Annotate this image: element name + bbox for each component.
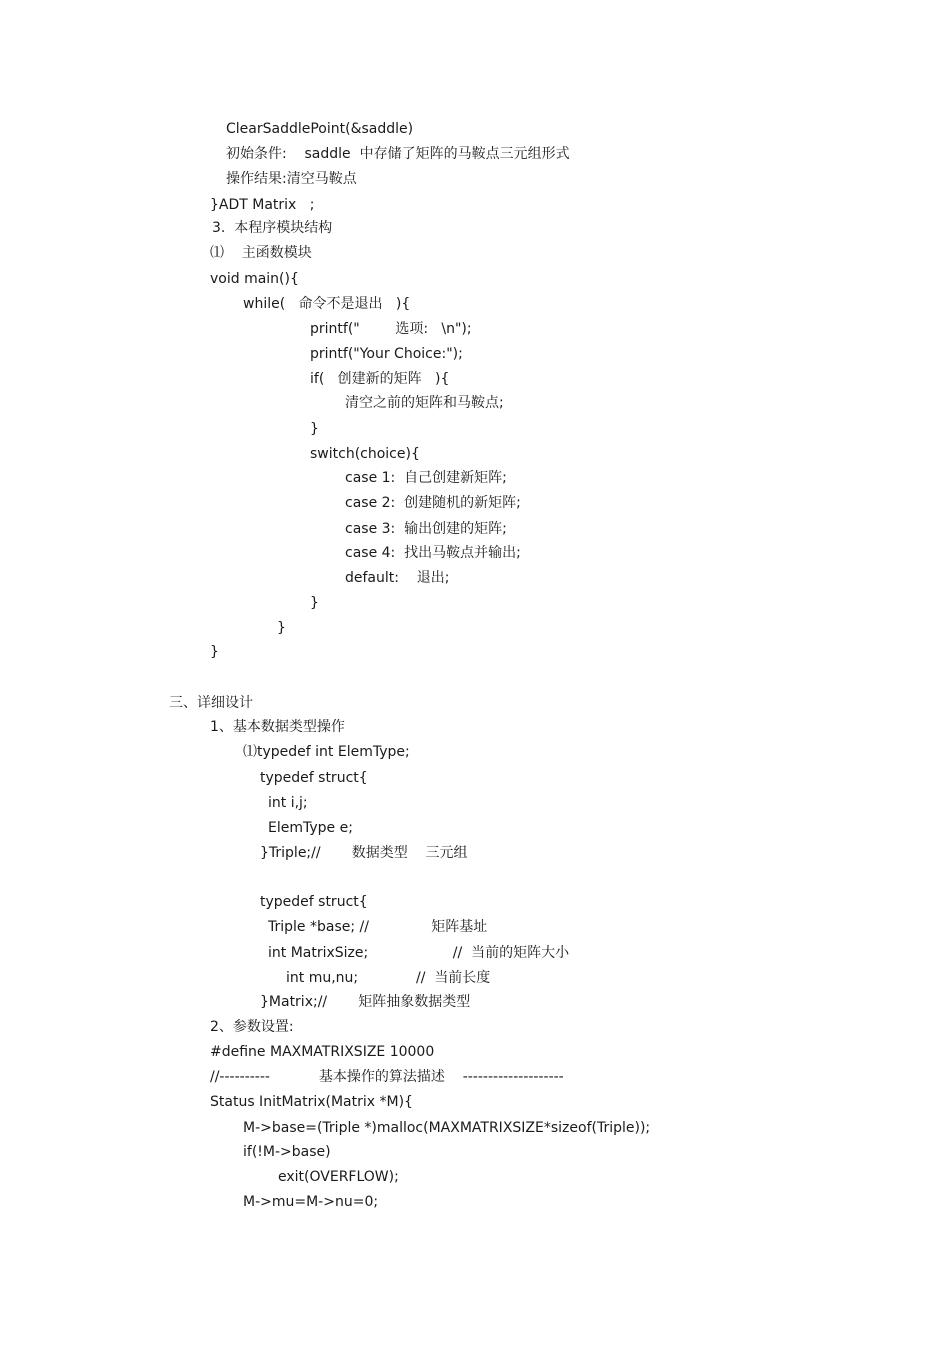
code-line: void main(){ bbox=[210, 271, 299, 287]
code-line: case 4: 找出马鞍点并输出; bbox=[345, 545, 521, 561]
code-line: if( 创建新的矩阵 ){ bbox=[310, 371, 450, 387]
text-line: 操作结果:清空马鞍点 bbox=[226, 171, 357, 187]
code-line: switch(choice){ bbox=[310, 446, 420, 462]
code-line: Triple *base; // 矩阵基址 bbox=[268, 919, 488, 935]
code-line: ⑴typedef int ElemType; bbox=[243, 744, 410, 760]
code-line: typedef struct{ bbox=[260, 770, 368, 786]
code-line: while( 命令不是退出 ){ bbox=[243, 296, 411, 312]
code-line: //---------- 基本操作的算法描述 -------------------- bbox=[210, 1069, 564, 1085]
code-line: case 3: 输出创建的矩阵; bbox=[345, 521, 507, 537]
code-line: 清空之前的矩阵和马鞍点; bbox=[345, 395, 504, 411]
code-line: }Triple;// 数据类型 三元组 bbox=[260, 845, 468, 861]
text-line: ⑴ 主函数模块 bbox=[210, 245, 312, 261]
code-line: Status InitMatrix(Matrix *M){ bbox=[210, 1094, 413, 1110]
code-line: } bbox=[210, 644, 219, 660]
code-line: #define MAXMATRIXSIZE 10000 bbox=[210, 1044, 435, 1060]
code-line: M->base=(Triple *)malloc(MAXMATRIXSIZE*sizeof(Triple)); bbox=[243, 1120, 651, 1136]
code-line: default: 退出; bbox=[345, 570, 450, 586]
code-line: } bbox=[310, 421, 319, 437]
text-line: }ADT Matrix ; bbox=[210, 197, 315, 213]
code-line: M->mu=M->nu=0; bbox=[243, 1194, 379, 1210]
code-line: int i,j; bbox=[268, 795, 308, 811]
code-line: case 2: 创建随机的新矩阵; bbox=[345, 495, 521, 511]
code-line: exit(OVERFLOW); bbox=[278, 1169, 399, 1185]
text-line: 初始条件: saddle 中存储了矩阵的马鞍点三元组形式 bbox=[226, 146, 570, 162]
section-heading: 3. 本程序模块结构 bbox=[212, 220, 333, 236]
code-line: int mu,nu; // 当前长度 bbox=[286, 970, 491, 986]
code-line: printf("Your Choice:"); bbox=[310, 346, 463, 362]
code-line: } bbox=[310, 595, 319, 611]
section-heading: 三、详细设计 bbox=[169, 695, 253, 711]
code-line: } bbox=[277, 620, 286, 636]
subsection-heading: 1、基本数据类型操作 bbox=[210, 719, 345, 735]
code-line: ElemType e; bbox=[268, 820, 353, 836]
subsection-heading: 2、参数设置: bbox=[210, 1019, 294, 1035]
code-line: case 1: 自己创建新矩阵; bbox=[345, 470, 507, 486]
code-line: }Matrix;// 矩阵抽象数据类型 bbox=[260, 994, 471, 1010]
text-line: ClearSaddlePoint(&saddle) bbox=[226, 121, 414, 137]
code-line: printf(" 选项: \n"); bbox=[310, 321, 472, 337]
code-line: if(!M->base) bbox=[243, 1144, 331, 1160]
code-line: typedef struct{ bbox=[260, 894, 368, 910]
code-line: int MatrixSize; // 当前的矩阵大小 bbox=[268, 945, 570, 961]
